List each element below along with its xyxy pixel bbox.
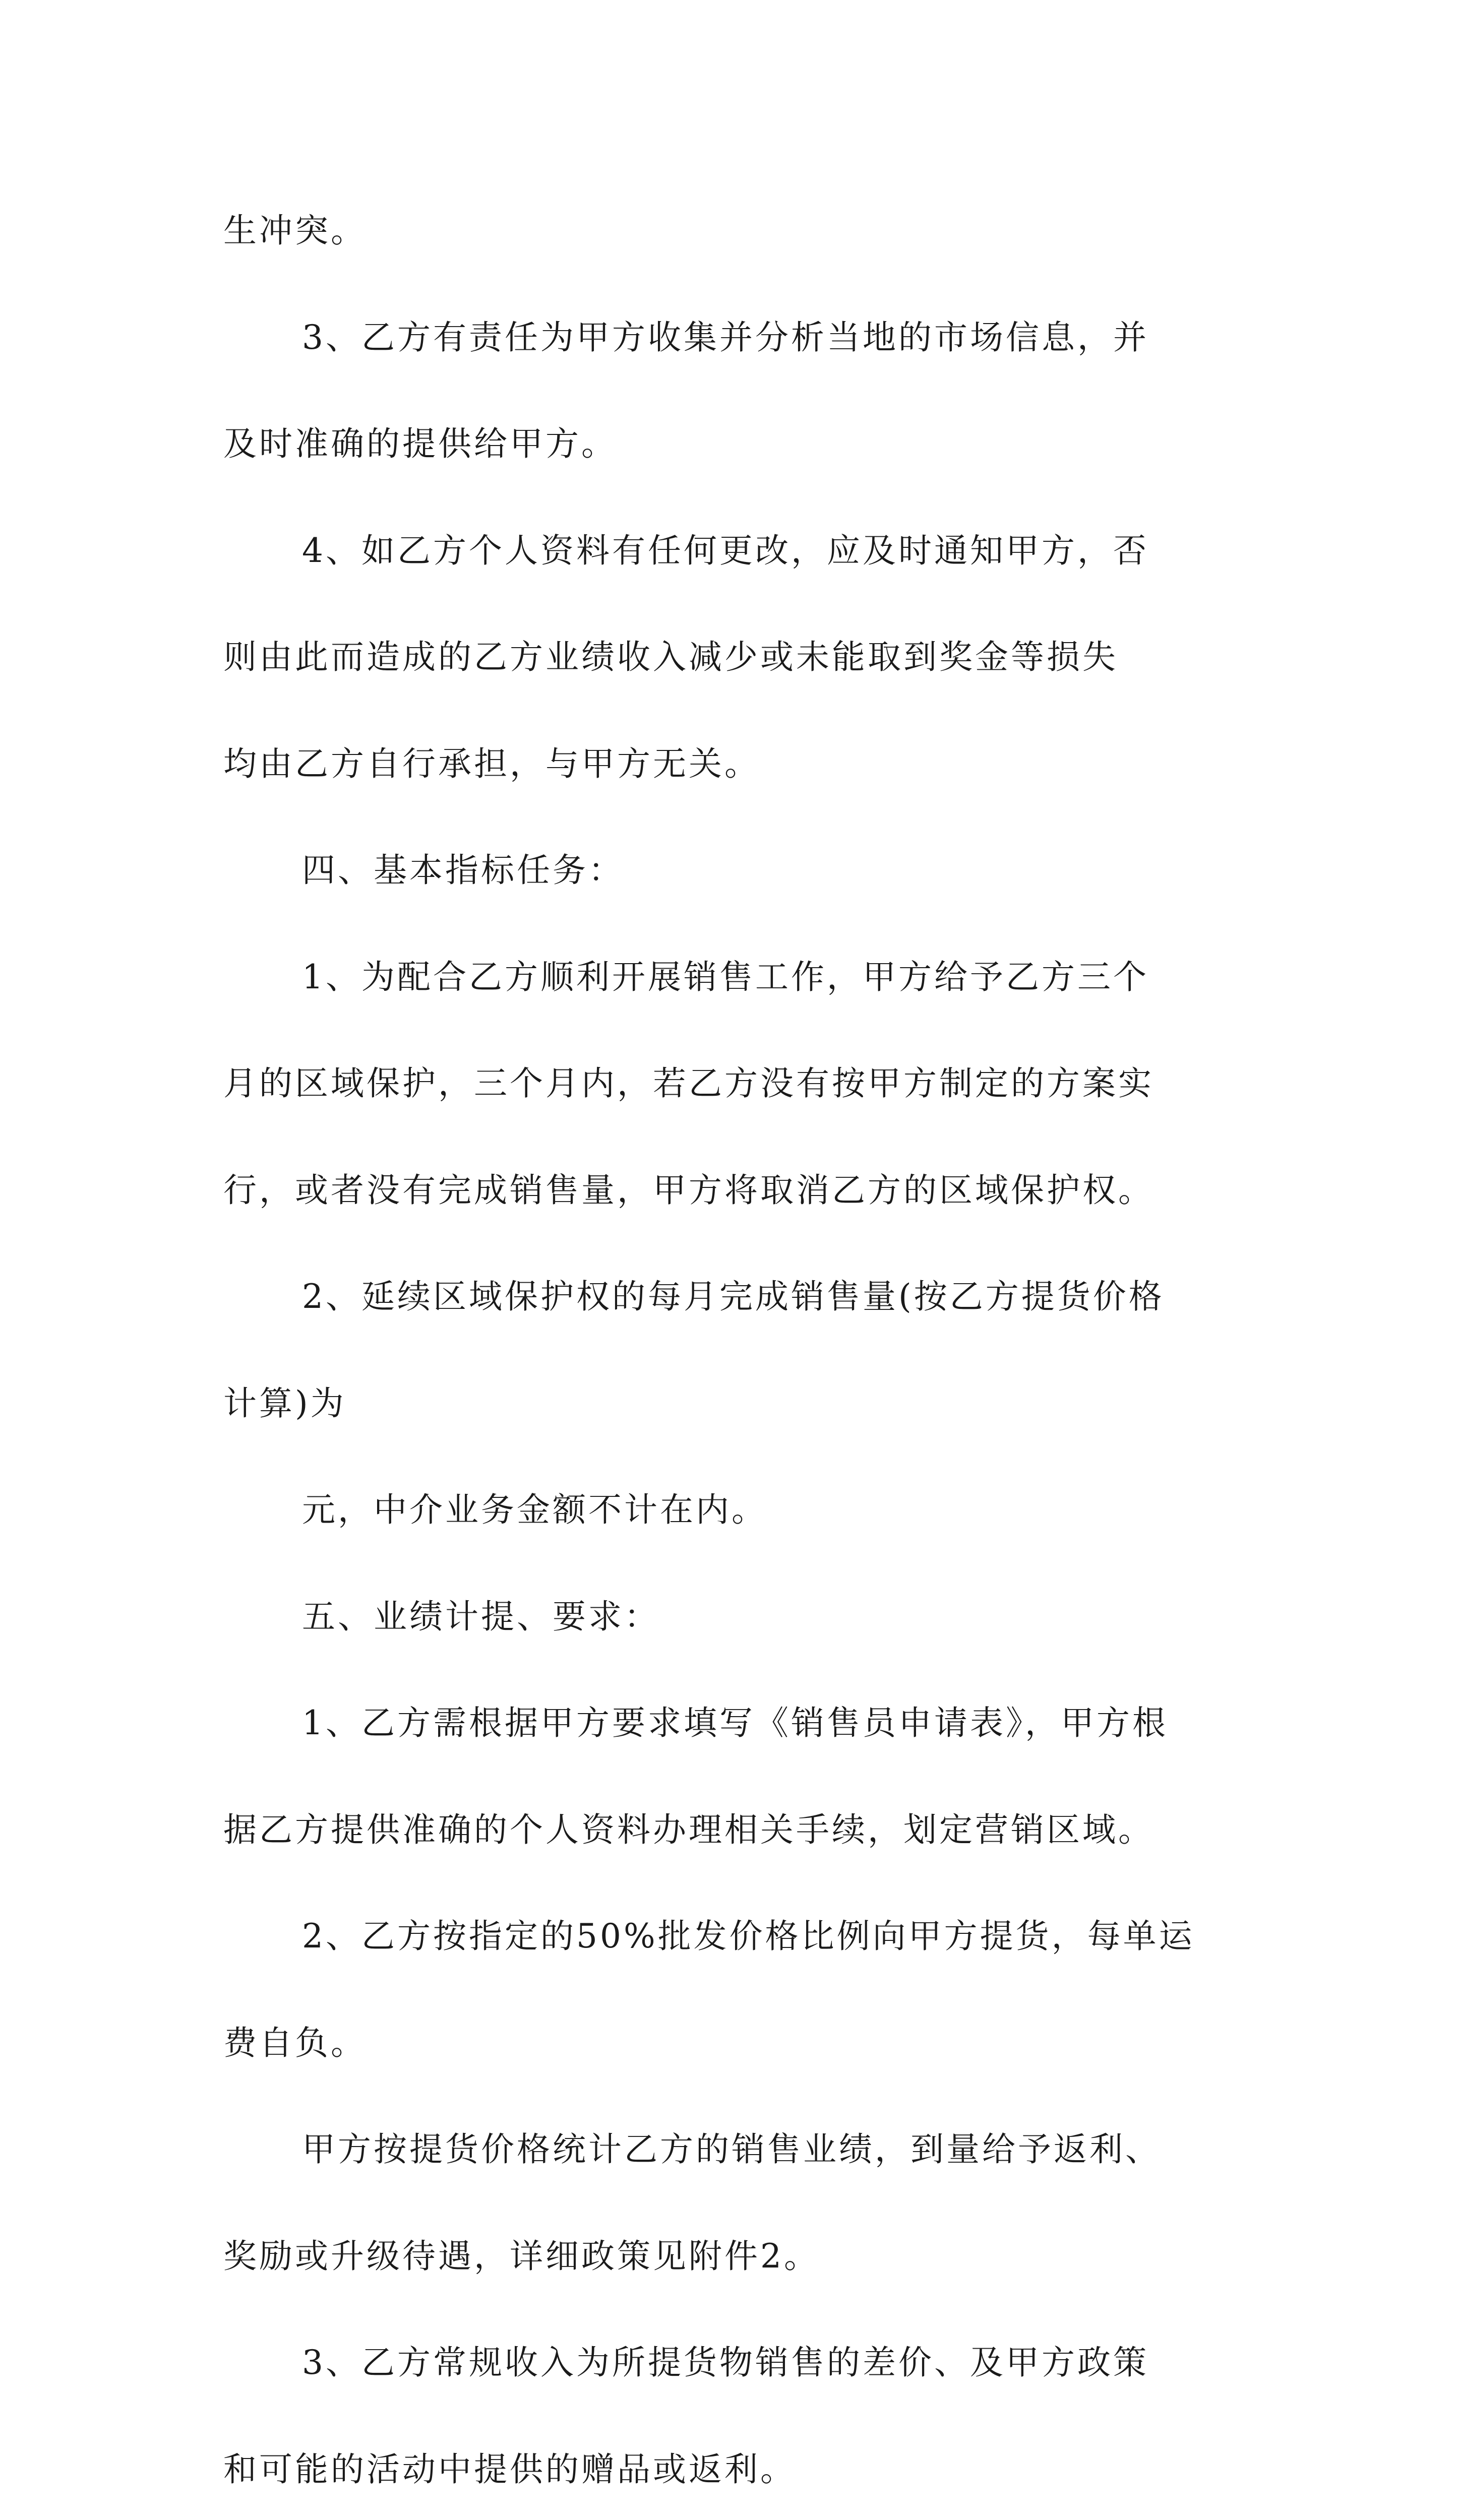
text-line-15: 1、乙方需根据甲方要求填写《销售员申请表》，甲方根 — [223, 1670, 1244, 1777]
text-line-6: 均由乙方自行承担，与甲方无关。 — [223, 711, 1244, 817]
section-heading-5: 五、业绩计提、要求： — [223, 1563, 1244, 1670]
text-line-10: 行，或者没有完成销售量，甲方将取消乙方的区域保护权。 — [223, 1137, 1244, 1244]
text-line-21: 3、乙方常规收入为所提货物销售的差价、及甲方政策 — [223, 2309, 1244, 2416]
text-line-2: 3、乙方有责任为甲方收集并分析当地的市场信息，并 — [223, 284, 1244, 391]
text-line-19: 甲方按提货价格统计乙方的销售业绩，到量给予返利、 — [223, 2096, 1244, 2203]
text-line-12: 计算)为 — [223, 1350, 1244, 1457]
text-line-4: 4、如乙方个人资料有任何更改，应及时通知甲方，否 — [223, 497, 1244, 604]
contract-text-body — [223, 177, 1244, 2520]
text-line-3: 及时准确的提供给甲方。 — [223, 391, 1244, 497]
text-line-13: 元，中介业务金额不计在内。 — [223, 1457, 1244, 1563]
text-line-20: 奖励或升级待遇，详细政策见附件2。 — [223, 2203, 1244, 2310]
text-line-22: 和可能的活动中提供的赠品或返利。 — [223, 2416, 1244, 2520]
text-line-5: 则由此而造成的乙方业绩收入减少或未能取到奖金等损失 — [223, 604, 1244, 711]
text-line-1: 生冲突。 — [223, 177, 1244, 284]
text-line-9: 月的区域保护，三个月内，若乙方没有按甲方制定的方案实 — [223, 1030, 1244, 1137]
text-line-16: 据乙方提供准确的个人资料办理相关手续，划定营销区域。 — [223, 1777, 1244, 1883]
section-heading-4: 四、基本指标任务： — [223, 817, 1244, 924]
text-line-11: 2、延续区域保护权的每月完成销售量(按乙方提货价格 — [223, 1243, 1244, 1350]
text-line-17: 2、乙方按指定的50%批发价格比例向甲方提货，每单运 — [223, 1883, 1244, 1990]
text-line-18: 费自负。 — [223, 1990, 1244, 2097]
text-line-8: 1、为配合乙方顺利开展销售工作，甲方给予乙方三个 — [223, 924, 1244, 1031]
